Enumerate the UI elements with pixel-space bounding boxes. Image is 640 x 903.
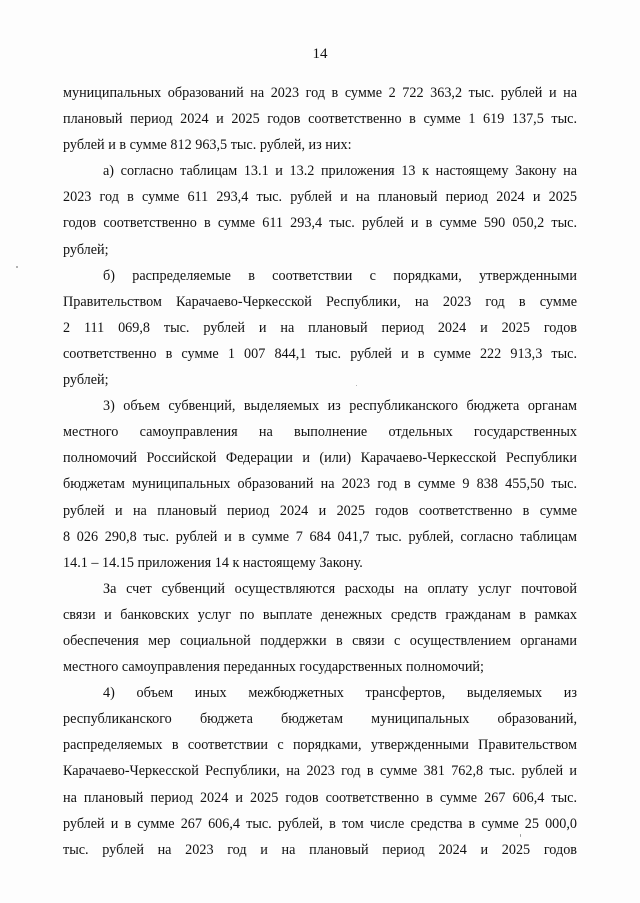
text-line: Правительством Карачаево-Черкесской Республики, на 2023 год в сумме — [63, 293, 577, 310]
text-line: обеспечения мер социальной поддержки в связи с осуществлением органами — [63, 632, 577, 649]
text-line: рублей и в сумме 267 606,4 тыс. рублей, в том числе средства в сумме 25 000,0 — [63, 815, 577, 832]
scan-speck — [520, 834, 521, 837]
text-line: местного самоуправления на выполнение отдельных государственных — [63, 424, 577, 441]
paragraph — [63, 576, 577, 680]
scan-speck — [16, 266, 18, 268]
text-line: на плановый период 2024 и 2025 годов соответственно в сумме 267 606,4 тыс. — [63, 789, 577, 806]
text-line: распределяемых в соответствии с порядками, утвержденными Правительством — [63, 737, 577, 754]
paragraph — [63, 158, 577, 262]
text-line: рублей и на плановый период 2024 и 2025 годов соответственно в сумме — [63, 502, 577, 519]
text-line: соответственно в сумме 1 007 844,1 тыс. рублей и в сумме 222 913,3 тыс. — [63, 345, 577, 362]
text-line: рублей; — [63, 372, 109, 389]
text-line: а) согласно таблицам 13.1 и 13.2 приложения 13 к настоящему Закону на — [103, 163, 577, 180]
text-line: тыс. рублей на 2023 год и на плановый период 2024 и 2025 годов — [63, 841, 577, 858]
text-line: рублей; — [63, 241, 109, 258]
document-body — [63, 80, 577, 863]
text-line: 2023 год в сумме 611 293,4 тыс. рублей и на плановый период 2024 и 2025 — [63, 189, 577, 206]
text-line: полномочий Российской Федерации и (или) Карачаево-Черкесской Республики — [63, 450, 577, 467]
paragraph — [63, 80, 577, 158]
text-line: б) распределяемые в соответствии с порядками, утвержденными — [103, 267, 577, 284]
text-line: местного самоуправления переданных государственных полномочий; — [63, 659, 484, 676]
page-number: 14 — [312, 46, 328, 62]
text-line: 8 026 290,8 тыс. рублей и в сумме 7 684 041,7 тыс. рублей, согласно таблицам — [63, 528, 577, 545]
paragraph — [63, 393, 577, 576]
text-line: За счет субвенций осуществляются расходы на оплату услуг почтовой — [103, 580, 577, 597]
text-line: плановый период 2024 и 2025 годов соответственно в сумме 1 619 137,5 тыс. — [63, 111, 577, 128]
scan-speck — [356, 385, 357, 386]
text-line: 3) объем субвенций, выделяемых из республиканского бюджета органам — [103, 398, 577, 415]
paragraph — [63, 680, 577, 863]
paragraph — [63, 263, 577, 393]
text-line: бюджетам муниципальных образований на 2023 год в сумме 9 838 455,50 тыс. — [63, 476, 577, 493]
text-line: 4) объем иных межбюджетных трансфертов, выделяемых из — [103, 685, 577, 702]
text-line: Карачаево-Черкесской Республики, на 2023 год в сумме 381 762,8 тыс. рублей и — [63, 763, 577, 780]
text-line: связи и банковских услуг по выплате денежных средств гражданам в рамках — [63, 606, 577, 623]
text-line: республиканского бюджета бюджетам муниципальных образований, — [63, 711, 577, 728]
text-line: 2 111 069,8 тыс. рублей и на плановый период 2024 и 2025 годов — [63, 319, 577, 336]
text-line: 14.1 – 14.15 приложения 14 к настоящему Закону. — [63, 554, 363, 571]
text-line: муниципальных образований на 2023 год в сумме 2 722 363,2 тыс. рублей и на — [63, 85, 577, 101]
text-line: годов соответственно в сумме 611 293,4 тыс. рублей и в сумме 590 050,2 тыс. — [63, 215, 577, 232]
text-line: рублей и в сумме 812 963,5 тыс. рублей, из них: — [63, 137, 352, 154]
